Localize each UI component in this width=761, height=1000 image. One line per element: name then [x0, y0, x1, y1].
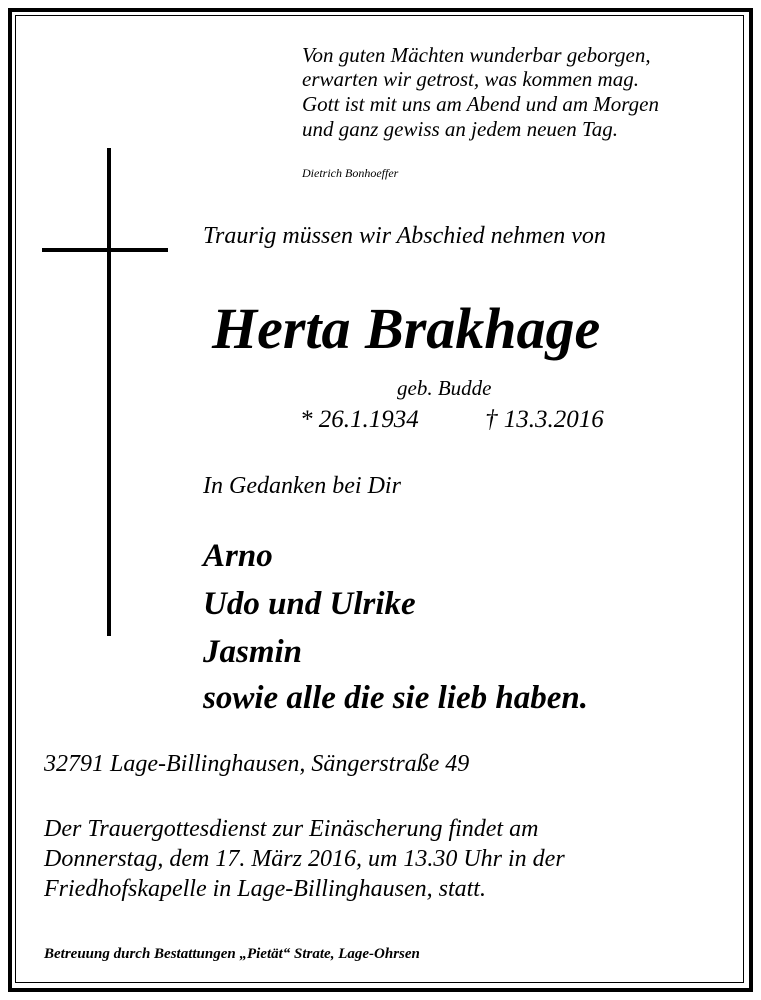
poem-line: erwarten wir getrost, was kommen mag. — [302, 67, 639, 91]
cross-icon-bar — [42, 248, 168, 252]
undertaker-note: Betreuung durch Bestattungen „Pietät“ Strate, Lage-Ohrsen — [44, 946, 420, 962]
poem-line: Von guten Mächten wunderbar geborgen, — [302, 43, 651, 67]
thoughts-text: In Gedanken bei Dir — [203, 473, 401, 499]
deceased-name: Herta Brakhage — [212, 296, 601, 361]
birth-date: * 26.1.1934 — [300, 406, 419, 433]
intro-text: Traurig müssen wir Abschied nehmen von — [203, 223, 606, 249]
service-line: Friedhofskapelle in Lage-Billinghausen, statt. — [44, 876, 486, 902]
mourner-name: Udo und Ulrike — [203, 586, 416, 622]
poem-line: Gott ist mit uns am Abend und am Morgen — [302, 92, 659, 116]
mourner-name: Arno — [203, 538, 273, 574]
mourners-closing: sowie alle die sie lieb haben. — [203, 680, 588, 716]
maiden-name: geb. Budde — [397, 376, 492, 400]
service-line: Donnerstag, dem 17. März 2016, um 13.30 Uhr in der — [44, 846, 565, 872]
service-line: Der Trauergottesdienst zur Einäscherung findet am — [44, 816, 539, 842]
cross-icon — [107, 148, 111, 636]
poem-author: Dietrich Bonhoeffer — [302, 166, 399, 180]
address: 32791 Lage-Billinghausen, Sängerstraße 49 — [44, 751, 470, 777]
mourner-name: Jasmin — [203, 634, 303, 670]
death-date: † 13.3.2016 — [485, 406, 604, 433]
poem-line: und ganz gewiss an jedem neuen Tag. — [302, 117, 618, 141]
